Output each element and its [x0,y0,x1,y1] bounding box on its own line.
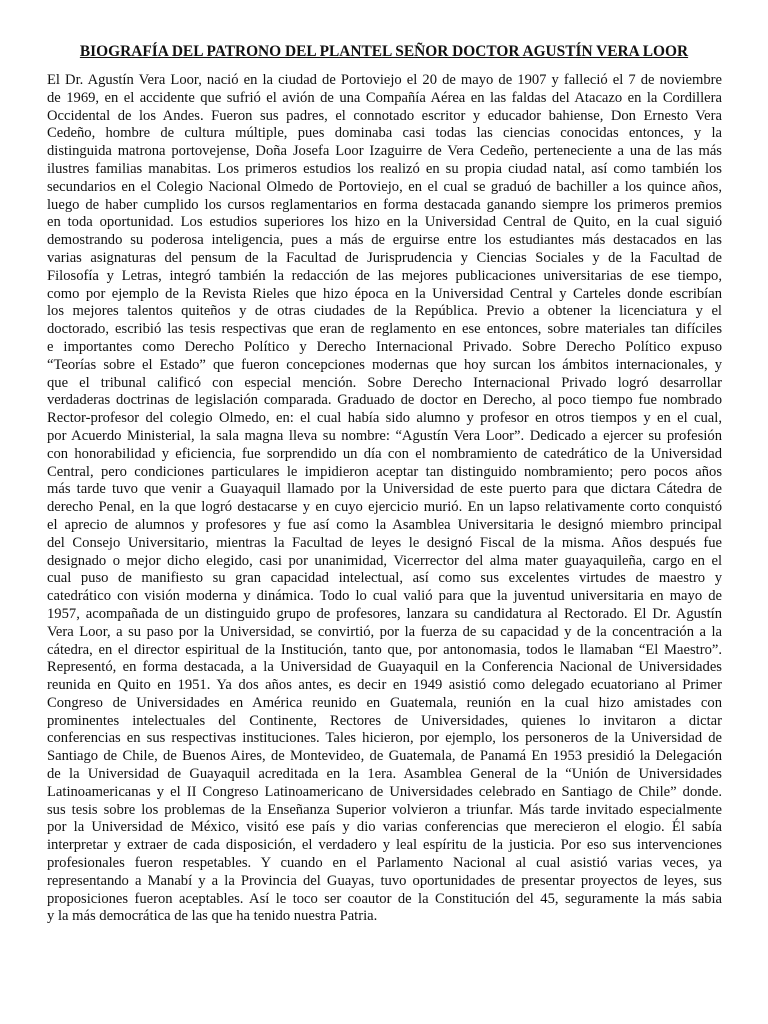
body-text-line: distinguida matrona portovejense, Doña Josefa Loor Izaguirre de Vera Cedeño, perteneciente a una de las más [47,143,722,160]
body-text-line: Occidental de los Andes. Fueron sus padres, el connotado escritor y educador bahiense, Don Ernesto Vera [47,107,722,124]
body-text-line: “Teorías sobre el Estado” que fueron concepciones modernas que hoy surcan los ámbitos internacionales, y [47,356,722,373]
body-text-line: de 1969, en el accidente que sufrió el avión de una Compañía Aérea en las faldas del Atacazo en la Cordillera [47,89,722,106]
body-text-line: el aprecio de alumnos y profesores y fue así como la Asamblea Universitaria le designó miembro principal [47,516,722,533]
body-text-line: derecho Penal, en la que logró destacarse y en cuyo ejercicio murió. En un lapso relativamente corto conquistó [47,499,722,516]
body-text-line: luego de haber cumplido los cursos reglamentarios en forma destacada ganando siempre los primeros premios [47,196,722,213]
body-text-line: designado o mejor dicho elegido, casi por unanimidad, Vicerrector del alma mater guayaquileña, cargo en el [47,552,722,569]
body-text-line: conferencias en sus respectivas instituciones. Tales hicieron, por ejemplo, los personeros de la Universidad de [47,730,722,747]
body-text-line: e importantes como Derecho Político y Derecho Internacional Privado. Sobre Derecho Político expuso [47,338,722,355]
body-text-line: doctorado, escribió las tesis respectivas que eran de reglamento en ese entonces, sobre materiales tan difíciles [47,321,722,338]
body-text-line: varias asignaturas del pensum de la Facultad de Jurisprudencia y Ciencias Sociales y de la Facultad de [47,249,722,266]
body-text-line: interpretar y extraer de cada disposición, el verdadero y leal espíritu de la justicia. Por eso sus intervenciones [47,837,722,854]
body-text-line: Vera Loor, a su paso por la Universidad, se convirtió, por la fuerza de su capacidad y de la concentración a la [47,623,722,640]
body-text-line: proposiciones fueron aceptables. Así le toco ser coautor de la Constitución del 45, seguramente la más sabia [47,890,722,907]
body-text-line: y la más democrática de las que ha tenido nuestra Patria. [47,908,378,925]
body-text-line: reunida en Quito en 1951. Ya dos años antes, es decir en 1949 asistió como delegado ecuatoriano al Primer [47,677,722,694]
body-text-line: Cedeño, hombre de cultura múltiple, pues dominaba casi todas las ciencias conocidas entonces, y la [47,125,722,142]
body-text-line: El Dr. Agustín Vera Loor, nació en la ciudad de Portoviejo el 20 de mayo de 1907 y falleció el 7 de noviembre [47,72,722,88]
body-text-line: en toda oportunidad. Los estudios superiores los hizo en la Universidad Central de Quito, en la cual siguió [47,214,722,231]
body-text-line: de la Universidad de Guayaquil acreditada en la 1era. Asamblea General de la “Unión de Universidades [47,766,722,783]
body-text-line: Central, pero condiciones particulares le impidieron aceptar tan distinguido nombramiento; pero pocos años [47,463,722,480]
body-text-line: 1957, acompañada de un distinguido grupo de profesores, lanzara su candidatura al Rectorado. El Dr. Agustín [47,605,722,622]
body-text-line: Rector-profesor del colegio Olmedo, en: el cual había sido alumno y profesor en otros tiempos y en el cual, [47,410,722,427]
body-text-line: por la Universidad de México, visitó ese país y dio varias conferencias que merecieron el elogio. Él sabía [47,819,722,836]
body-text-line: catedrático con visión moderna y dinámica. Todo lo cual valió para que la juventud universitaria en mayo de [47,588,722,605]
body-text-line: sus tesis sobre los problemas de la Enseñanza Superior volvieron a triunfar. Más tarde invitado especialmente [47,801,722,818]
document-title: BIOGRAFÍA DEL PATRONO DEL PLANTEL SEÑOR DOCTOR AGUSTÍN VERA LOOR [79,43,689,60]
body-text-line: como por ejemplo de la Revista Rieles que hizo época en la Universidad Central y Carteles donde escribían [47,285,722,302]
body-text-line: demostrando su poderosa inteligencia, pues a más de erguirse entre los estudiantes más destacados en las [47,232,722,249]
body-text-line: cual puso de manifiesto su gran capacidad intelectual, así como sus excelentes virtudes de maestro y [47,570,722,587]
body-text-line: representando a Manabí y a la Provincia del Guayas, tuvo oportunidades de presentar proyectos de leyes, sus [47,872,722,889]
body-text-line: ilustres familias manabitas. Los primeros estudios los realizó en su propia ciudad natal, así como también los [47,160,722,177]
body-text-line: prominentes intelectuales del Continente, Rectores de Universidades, quienes lo invitaron a dictar [47,712,722,729]
body-text-line: verdaderas doctrinas de legislación comparada. Graduado de doctor en Derecho, al poco tiempo fue nombrado [47,392,722,409]
body-text-line: profesionales fueron respetables. Y cuando en el Parlamento Nacional al cual asistió varias veces, ya [47,855,722,872]
body-text-line: que el tribunal calificó con especial mención. Sobre Derecho Internacional Privado logró desarrollar [47,374,722,391]
body-text-line: del Consejo Universitario, mientras la Facultad de leyes le designó Fiscal de la misma. Años después fue [47,534,722,551]
body-text-line: los mejores talentos quiteños y de otras ciudades de la República. Previo a obtener la licenciatura y el [47,303,722,320]
body-text-line: Filosofía y Letras, integró también la redacción de las mejores publicaciones universitarias de ese tiempo, [47,267,722,284]
body-text-line: Congreso de Universidades en América reunido en Guatemala, reunión en la cual hizo amistades con [47,694,722,711]
body-text-line: secundarios en el Colegio Nacional Olmedo de Portoviejo, en el cual se graduó de bachiller a los quince años, [47,178,722,195]
document-body [47,72,722,926]
body-text-line: más tarde tuvo que venir a Guayaquil llamado por la Universidad de este puerto para que dictara Cátedra de [47,481,722,498]
body-text-line: Santiago de Chile, de Buenos Aires, de Montevideo, de Guatemala, de Panamá En 1953 presidió la Delegación [47,748,722,765]
body-text-line: con honorabilidad y eficiencia, fue sorprendido un día con el nombramiento de catedrático de la Universidad [47,445,722,462]
body-text-line: por Acuerdo Ministerial, la sala magna lleva su nombre: “Agustín Vera Loor”. Dedicado a ejercer su profesión [47,427,722,444]
body-text-line: Latinoamericanas y el II Congreso Latinoamericano de Universidades celebrado en Santiago de Chile” donde. [47,783,722,800]
body-text-line: Representó, en forma destacada, a la Universidad de Guayaquil en la Conferencia Nacional de Universidades [47,659,722,676]
body-text-line: cátedra, en el director espiritual de la Institución, tanto que, por antonomasia, todos le llamaban “El Maestro”. [47,641,722,658]
